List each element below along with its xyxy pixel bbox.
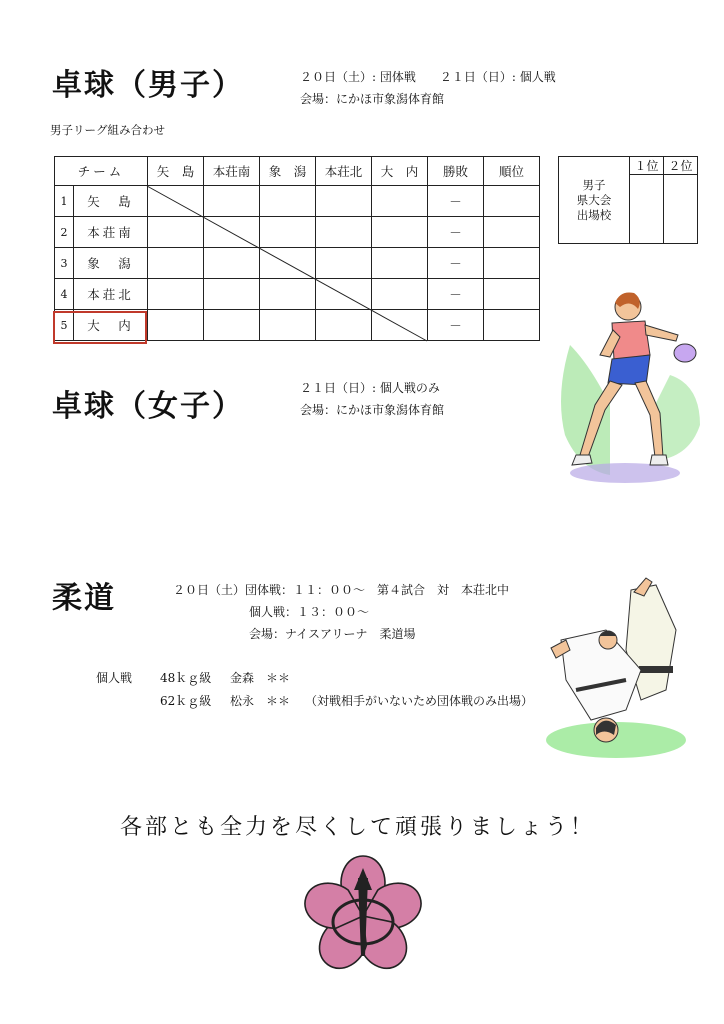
highlight-box: [53, 311, 147, 344]
prefectural-qualifier-table: [558, 156, 698, 244]
girls-table-tennis-title: 卓球（女子）: [52, 389, 244, 424]
row-number: 4: [55, 279, 74, 310]
judo-venue: 会場：ナイスアリーナ 柔道場: [249, 627, 416, 641]
qualifier-col1-value: [630, 175, 664, 244]
header-team: チーム: [55, 157, 148, 186]
judo-individual-label: 個人戦: [96, 671, 133, 685]
school-emblem: [293, 848, 433, 978]
header-opponent: 本荘北: [316, 157, 372, 186]
header-opponent: 矢 島: [148, 157, 204, 186]
row-team: 矢 島: [74, 186, 148, 217]
qualifier-label-line: 県大会: [576, 192, 612, 207]
qualifier-label: [559, 157, 630, 244]
header-opponent: 本荘南: [204, 157, 260, 186]
slogan: 各部とも全力を尽くして頑張りましょう！: [120, 815, 596, 840]
row-team: 本荘南: [74, 217, 148, 248]
girls-schedule: ２１日（日）: 個人戦のみ: [300, 381, 440, 395]
boys-table-tennis-title: 卓球（男子）: [52, 68, 244, 103]
judo-title: 柔道: [52, 581, 116, 616]
row-team: 大 内: [74, 310, 148, 341]
judo-team-schedule: ２０日（土）団体戦：１１：００～ 第４試合 対 本荘北中: [173, 583, 510, 597]
row-winloss: －: [428, 248, 484, 279]
header-opponent: 大 内: [372, 157, 428, 186]
header-winloss: 勝敗: [428, 157, 484, 186]
qualifier-col2-value: [664, 175, 698, 244]
boys-venue: 会場：にかほ市象潟体育館: [300, 92, 445, 106]
qualifier-col1-header: １位: [630, 157, 664, 175]
judo-entry-name: 金森 ＊＊: [230, 671, 291, 685]
row-winloss: －: [428, 310, 484, 341]
judo-entry-note: （対戦相手がいないため団体戦のみ出場）: [305, 694, 534, 708]
row-team: 象 潟: [74, 248, 148, 279]
boys-schedule: ２０日（土）: 団体戦 ２１日（日）: 個人戦: [300, 70, 556, 84]
row-winloss: －: [428, 186, 484, 217]
table-tennis-player-illustration: [550, 285, 710, 490]
row-winloss: －: [428, 217, 484, 248]
row-winloss: －: [428, 279, 484, 310]
qualifier-label-line: 男子: [582, 177, 606, 192]
league-heading: 男子リーグ組み合わせ: [50, 123, 165, 137]
row-number: 3: [55, 248, 74, 279]
judo-entry-class: 62ｋｇ級: [160, 694, 212, 708]
row-team: 本荘北: [74, 279, 148, 310]
header-opponent: 象 潟: [260, 157, 316, 186]
qualifier-label-line: 出場校: [576, 207, 612, 222]
judo-individual-schedule: 個人戦：１３：００～: [249, 605, 370, 619]
judo-entry-class: 48ｋｇ級: [160, 671, 212, 685]
row-number: 2: [55, 217, 74, 248]
header-rank: 順位: [484, 157, 540, 186]
judo-entry-name: 松永 ＊＊: [230, 694, 291, 708]
row-number: 5: [55, 310, 74, 341]
girls-venue: 会場：にかほ市象潟体育館: [300, 403, 445, 417]
qualifier-col2-header: ２位: [664, 157, 698, 175]
judo-throw-illustration: [546, 570, 706, 765]
row-number: 1: [55, 186, 74, 217]
